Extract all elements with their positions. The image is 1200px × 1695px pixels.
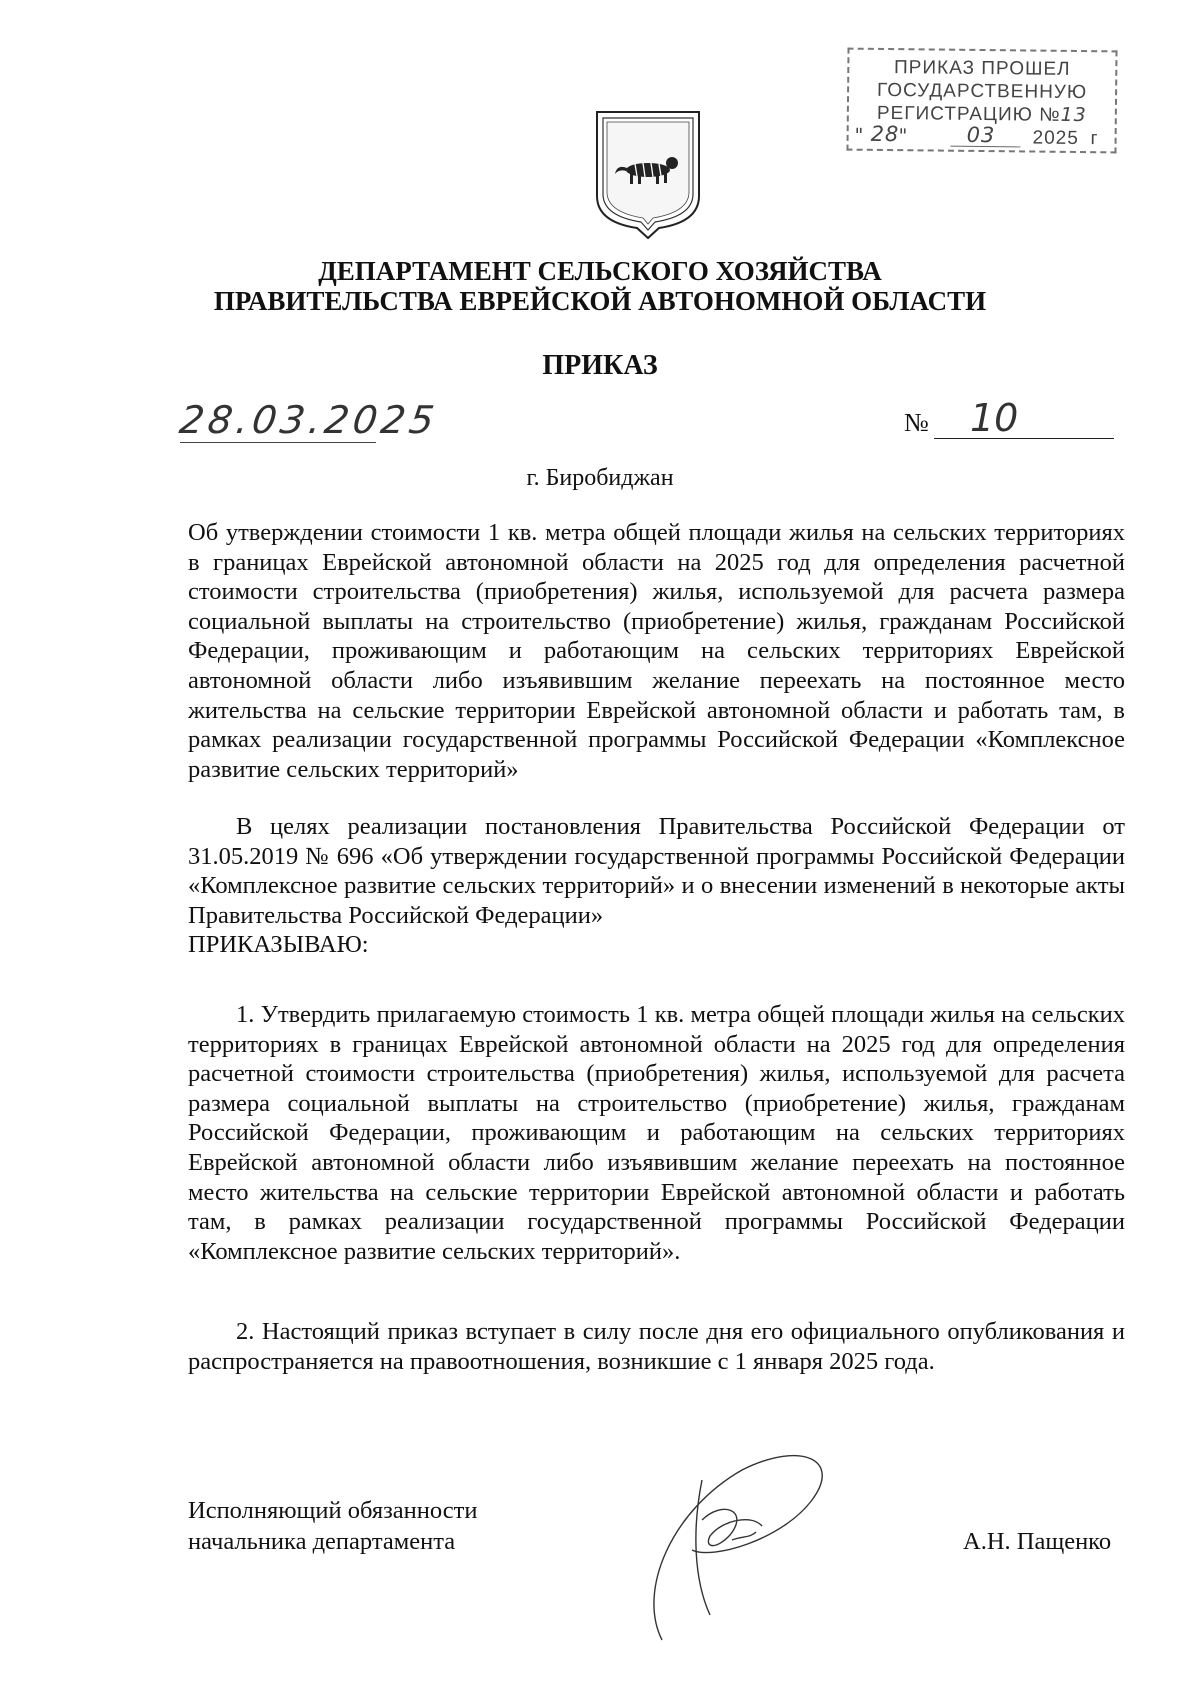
stamp-year: 2025 <box>1032 127 1079 150</box>
date-underline <box>180 442 376 443</box>
document-type: ПРИКАЗ <box>542 350 658 381</box>
stamp-reg-number: 13 <box>1060 103 1087 127</box>
department-name-line-1: ДЕПАРТАМЕНТ СЕЛЬСКОГО ХОЗЯЙСТВА <box>318 256 882 286</box>
city: г. Биробиджан <box>526 465 674 491</box>
stamp-date-row <box>848 121 1114 151</box>
signatory-position-line-1: Исполняющий обязанности <box>188 1497 478 1524</box>
order-title: Об утверждении стоимости 1 кв. метра общей площади жилья на сельских территориях в границах Еврейской автономной области на 2025 год для определения расчетной стоимости строительства (приобретения) жилья, используемой для расчета размера социальной выплаты на строительство (приобретение) жилья, гражданам Российской Федерации, проживающим и работающим на сельских территориях Еврейской автономной области либо изъявившим желание переехать на постоянное место жительства на сельские территории Еврейской автономной области и работать там, в рамках реализации государственной программы Российской Федерации «Комплексное развитие сельских территорий» <box>188 519 1125 783</box>
order-word: ПРИКАЗЫВАЮ: <box>188 931 369 958</box>
stamp-month: 03 <box>966 122 996 148</box>
department-name-line-2: ПРАВИТЕЛЬСТВА ЕВРЕЙСКОЙ АВТОНОМНОЙ ОБЛАСТИ <box>213 286 987 316</box>
signatory-position <box>188 1495 477 1557</box>
stamp-day: 28 <box>870 121 900 147</box>
preamble: В целях реализации постановления Правительства Российской Федерации от 31.05.2019 № 696 «Об утверждении государственной программы Российской Федерации «Комплексное развитие сельских территорий» и о внесении изменений в некоторые акты Правительства Российской Федерации» <box>188 813 1125 929</box>
order-number-line <box>934 438 1114 439</box>
order-item-1: 1. Утвердить прилагаемую стоимость 1 кв. метра общей площади жилья на сельских территориях в границах Еврейской автономной области на 2025 год для определения расчетной стоимости строительства (приобретения) жилья, используемой для расчета размера социальной выплаты на строительство (приобретение) жилья, гражданам Российской Федерации, проживающим и работающим на сельских территориях Еврейской автономной области либо изъявившим желание переехать на постоянное место жительства на сельские территории Еврейской автономной области и работать там, в рамках реализации государственной программы Российской Федерации «Комплексное развитие сельских территорий». <box>188 1001 1125 1265</box>
stamp-quote-close: " <box>898 125 909 148</box>
stamp-month-line <box>951 146 1021 148</box>
stamp-year-suffix: г <box>1090 128 1099 150</box>
order-date: 28.03.2025 <box>176 398 441 442</box>
order-number-label: № <box>904 408 929 437</box>
stamp-line-2: ГОСУДАРСТВЕННУЮ <box>876 79 1088 104</box>
registration-stamp <box>846 48 1117 154</box>
order-item-2: 2. Настоящий приказ вступает в силу после дня его официального опубликования и распространяется на правоотношения, возникшие с 1 января 2025 года. <box>188 1318 1125 1375</box>
signatory-position-line-2: начальника департамента <box>188 1528 456 1555</box>
stamp-quote-open: " <box>854 124 865 147</box>
coat-of-arms-emblem <box>593 108 703 242</box>
stamp-line-1: ПРИКАЗ ПРОШЕЛ <box>893 57 1071 80</box>
handwritten-signature <box>632 1440 847 1660</box>
signatory-name: А.Н. Пащенко <box>963 1528 1112 1555</box>
order-number: 10 <box>970 396 1019 440</box>
stamp-line-3-text: РЕГИСТРАЦИЮ № <box>876 102 1061 126</box>
